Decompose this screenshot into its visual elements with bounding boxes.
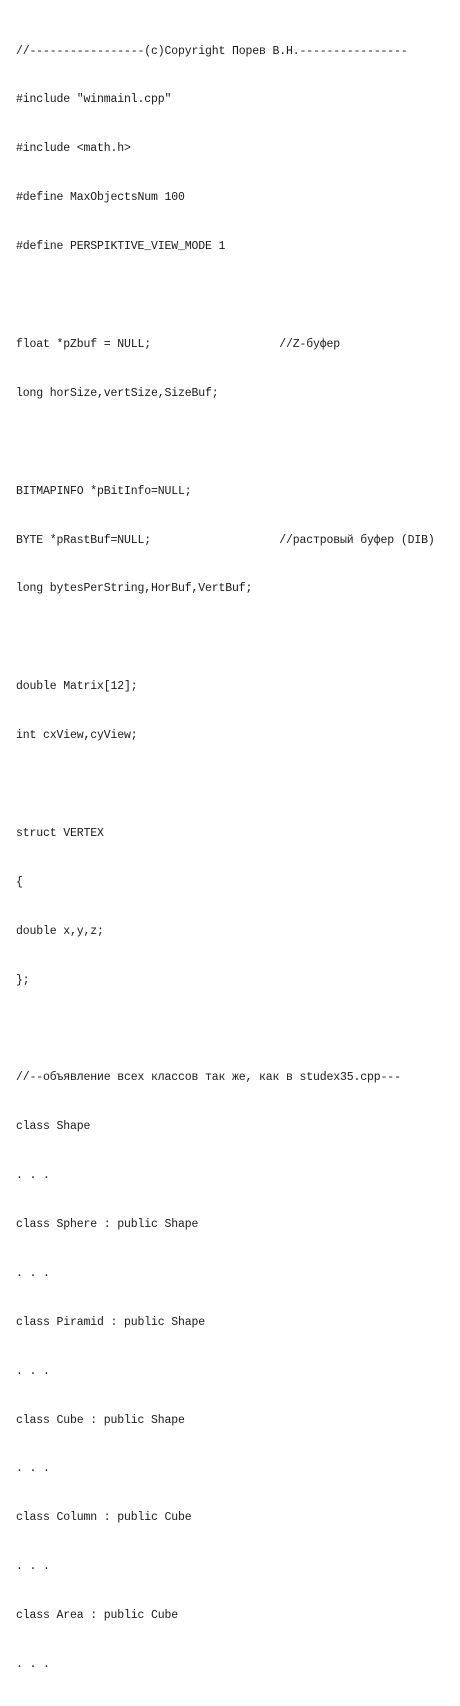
code-line-brace-open: { — [16, 875, 23, 889]
code-line-blank — [16, 435, 456, 451]
code-line-ellipsis: . . . — [16, 1364, 50, 1378]
code-line-ellipsis: . . . — [16, 1657, 50, 1671]
code-line-ellipsis: . . . — [16, 1560, 50, 1574]
code-line-class-area: class Area : public Cube — [16, 1609, 179, 1623]
code-line-ellipsis: . . . — [16, 1266, 50, 1280]
code-line-class-sphere: class Sphere : public Shape — [16, 1217, 199, 1231]
code-line-matrix: double Matrix[12]; — [16, 680, 138, 694]
code-line-rastbuf: BYTE *pRastBuf=NULL; //растровый буфер (DIB) — [16, 533, 435, 547]
code-line-class-shape: class Shape — [16, 1120, 91, 1134]
code-line-zbuf: float *pZbuf = NULL; //Z-буфер — [16, 337, 341, 351]
code-line-blank — [16, 1021, 456, 1037]
code-line-include-winmain: #include "winmainl.cpp" — [16, 93, 172, 107]
code-line-class-column: class Column : public Cube — [16, 1511, 192, 1525]
code-line-copyright-comment: //-----------------(c)Copyright Порев В.Н.---------------- — [16, 44, 408, 58]
code-line-ellipsis: . . . — [16, 1462, 50, 1476]
code-line-blank — [16, 777, 456, 793]
code-line-vertex-fields: double x,y,z; — [16, 924, 104, 938]
code-line-classes-comment: //--объявление всех классов так же, как в studex35.cpp--- — [16, 1071, 401, 1085]
code-listing — [16, 11, 456, 1706]
code-line-class-piramid: class Piramid : public Shape — [16, 1315, 206, 1329]
code-line-include-math: #include <math.h> — [16, 142, 131, 156]
code-line-sizes: long horSize,vertSize,SizeBuf; — [16, 386, 219, 400]
code-line-struct-vertex: struct VERTEX — [16, 826, 104, 840]
code-line-define-perspective: #define PERSPIKTIVE_VIEW_MODE 1 — [16, 240, 226, 254]
code-line-bytes-per-string: long bytesPerString,HorBuf,VertBuf; — [16, 582, 253, 596]
code-line-brace-close: }; — [16, 973, 30, 987]
code-line-blank — [16, 630, 456, 646]
code-line-bitmapinfo: BITMAPINFO *pBitInfo=NULL; — [16, 484, 192, 498]
code-line-define-maxobjects: #define MaxObjectsNum 100 — [16, 191, 185, 205]
code-line-ellipsis: . . . — [16, 1169, 50, 1183]
code-line-blank — [16, 288, 456, 304]
code-line-view: int cxView,cyView; — [16, 729, 138, 743]
code-line-class-cube: class Cube : public Shape — [16, 1413, 185, 1427]
